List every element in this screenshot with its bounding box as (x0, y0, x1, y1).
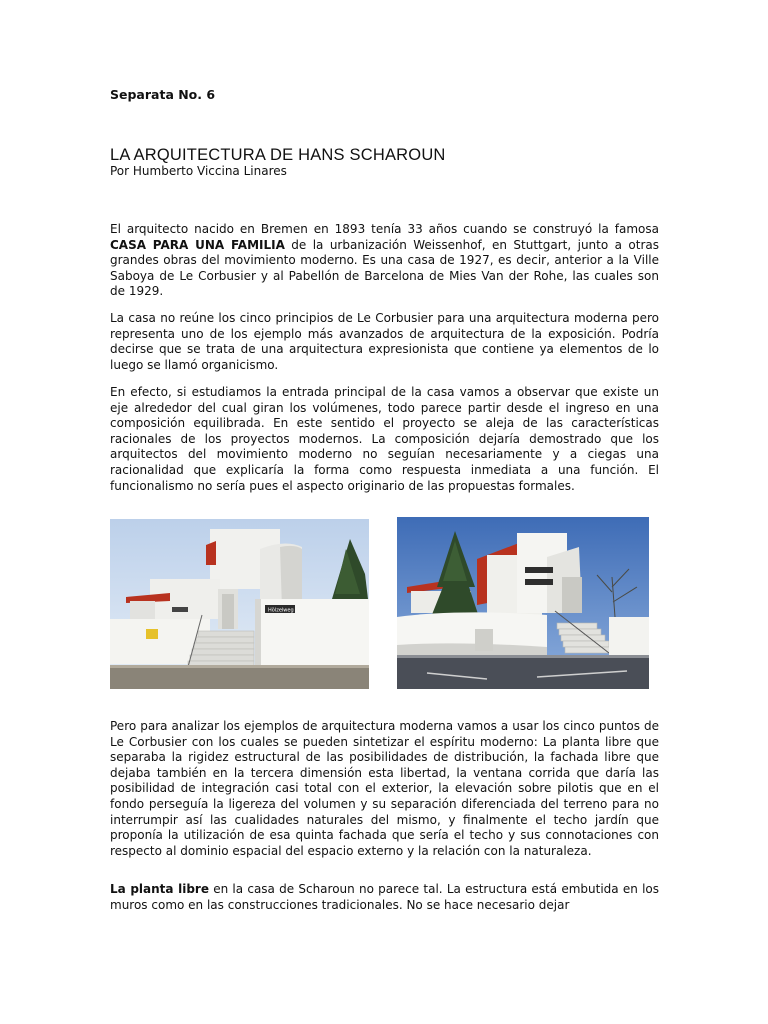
paragraph-1-text-a: El arquitecto nacido en Bremen en 1893 tenía 33 años cuando se construyó la famosa (110, 222, 659, 236)
separata-label: Separata No. 6 (110, 87, 216, 102)
article-author: Por Humberto Viccina Linares (110, 164, 287, 178)
paragraph-5 (110, 882, 659, 913)
paragraph-1-text-b: de la urbanización Weissenhof, en Stuttgart, junto a otras grandes obras del movimiento moderno. Es una casa de 1927, es decir, anterior a la Ville Saboya de Le Corbusier y al Pabellón de Barcelona de Mies Van der Rohe, las cuales son de 1929. (110, 237, 659, 299)
paragraph-3: En efecto, si estudiamos la entrada principal de la casa vamos a observar que existe un eje alrededor del cual giran los volúmenes, todo parece partir desde el ingreso en una composición equilibrada. En este sentido el proyecto se aleja de las características racionales de los proyectos modernos. La composición dejaría demostrado que los arquitectos del movimiento moderno no seguían necesariamente y a ciegas una racionalidad que explicaría la forma como respuesta inmediata a una función. El funcionalismo no sería pues el aspecto originario de las propuestas formales. (110, 385, 659, 493)
house-photo-front (110, 519, 369, 689)
paragraph-5-bold: La planta libre (110, 882, 209, 896)
paragraph-4: Pero para analizar los ejemplos de arquitectura moderna vamos a usar los cinco puntos de Le Corbusier con los cuales se pueden sintetizar el espíritu moderno: La planta libre que separaba la rigidez estructural de las posibilidades de distribución, la fachada libre que dejaba también en la tercera dimensión esta libertad, la ventana corrida que daría las posibilidad de integración casi total con el exterior, la elevación sobre pilotis que en el fondo perseguía la ligereza del volumen y su separación diferenciada del terreno para no interrumpir así las cualidades naturales del mismo, y finalmente el techo jardín que proponía la utilización de esa quinta fachada que sería el techo y sus connotaciones con respecto al dominio espacial del espacio externo y la relación con la naturaleza. (110, 719, 659, 858)
paragraph-2: La casa no reúne los cinco principios de Le Corbusier para una arquitectura moderna pero representa uno de los ejemplo más avanzados de arquitectura de la exposición. Podría decirse que se trata de una arquitectura expresionista que contiene ya elementos de lo luego se llamó organicismo. (110, 311, 659, 372)
article-title: LA ARQUITECTURA DE HANS SCHAROUN (110, 146, 446, 164)
house-photo-corner (397, 517, 649, 689)
paragraph-5-text: en la casa de Scharoun no parece tal. La estructura está embutida en los muros como en las construcciones tradicionales. No se hace necesario dejar (110, 882, 659, 912)
paragraph-1 (110, 222, 659, 300)
street-sign: Hölzelweg (268, 607, 294, 614)
paragraph-1-bold: CASA PARA UNA FAMILIA (110, 237, 285, 252)
